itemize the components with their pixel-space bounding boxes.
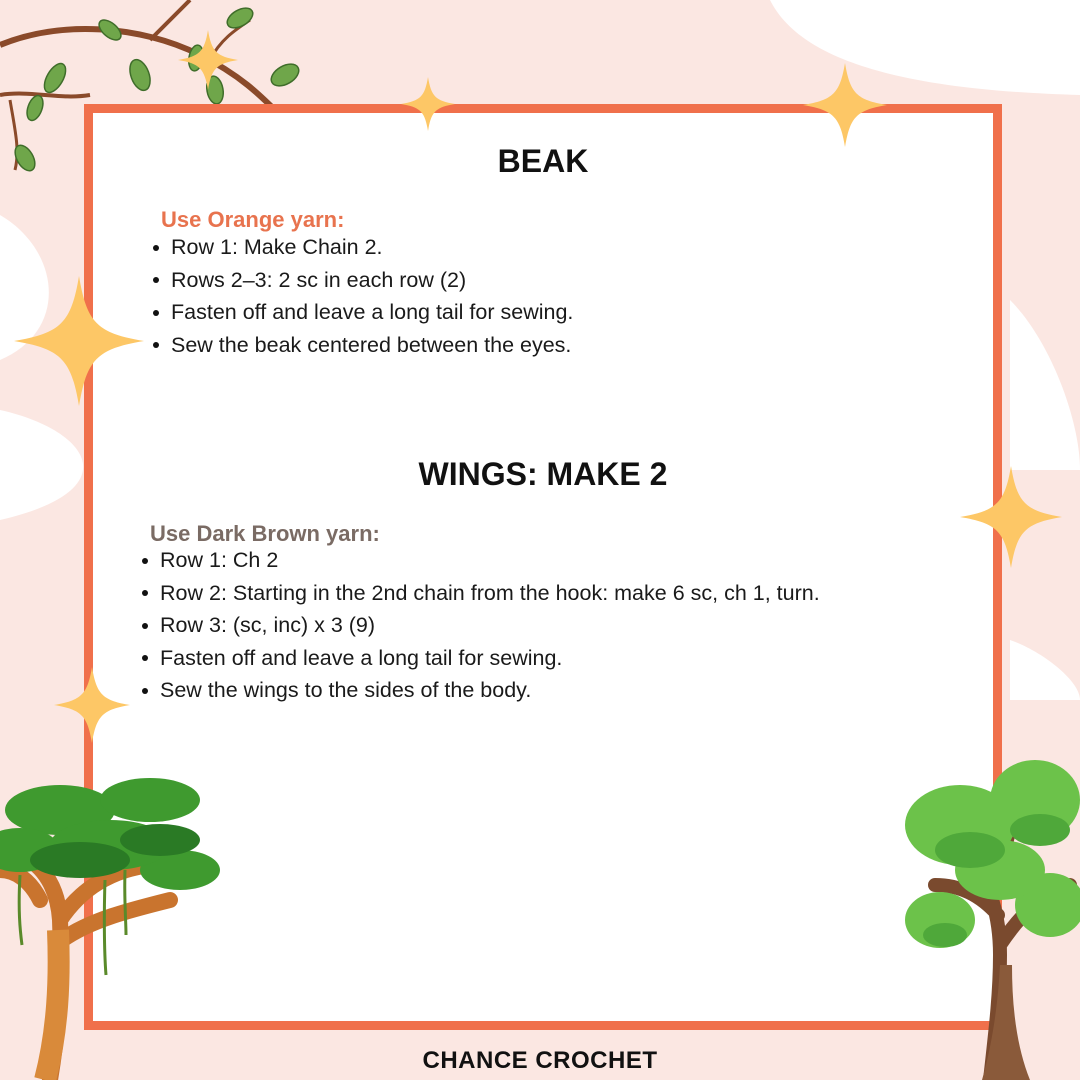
brand-footer: CHANCE CROCHET: [422, 1047, 658, 1074]
wings-step: Row 3: (sc, inc) x 3 (9): [142, 609, 820, 642]
wings-step: Fasten off and leave a long tail for sewing.: [142, 642, 820, 675]
wings-step: Sew the wings to the sides of the body.: [142, 674, 820, 707]
wings-title: WINGS: MAKE 2: [418, 456, 668, 492]
beak-step: Row 1: Make Chain 2.: [153, 231, 573, 264]
wings-step: Row 1: Ch 2: [142, 544, 820, 577]
beak-title: BEAK: [497, 143, 589, 179]
beak-step: Rows 2–3: 2 sc in each row (2): [153, 264, 573, 297]
wings-step: Row 2: Starting in the 2nd chain from the hook: make 6 sc, ch 1, turn.: [142, 577, 820, 610]
tree-left-icon: [0, 770, 230, 1080]
tree-right-icon: [900, 755, 1080, 1080]
beak-steps-list: [153, 231, 573, 361]
beak-yarn-label: Use Orange yarn:: [161, 207, 345, 232]
sparkle-icon: [54, 667, 130, 743]
sparkle-icon: [401, 77, 455, 131]
wings-steps-list: [142, 544, 820, 707]
beak-step: Sew the beak centered between the eyes.: [153, 329, 573, 362]
sparkle-icon: [960, 466, 1062, 568]
sparkle-icon: [803, 63, 887, 147]
sparkle-icon: [178, 30, 238, 90]
sparkle-icon: [14, 276, 144, 406]
wings-yarn-label: Use Dark Brown yarn:: [150, 521, 380, 546]
beak-step: Fasten off and leave a long tail for sewing.: [153, 296, 573, 329]
